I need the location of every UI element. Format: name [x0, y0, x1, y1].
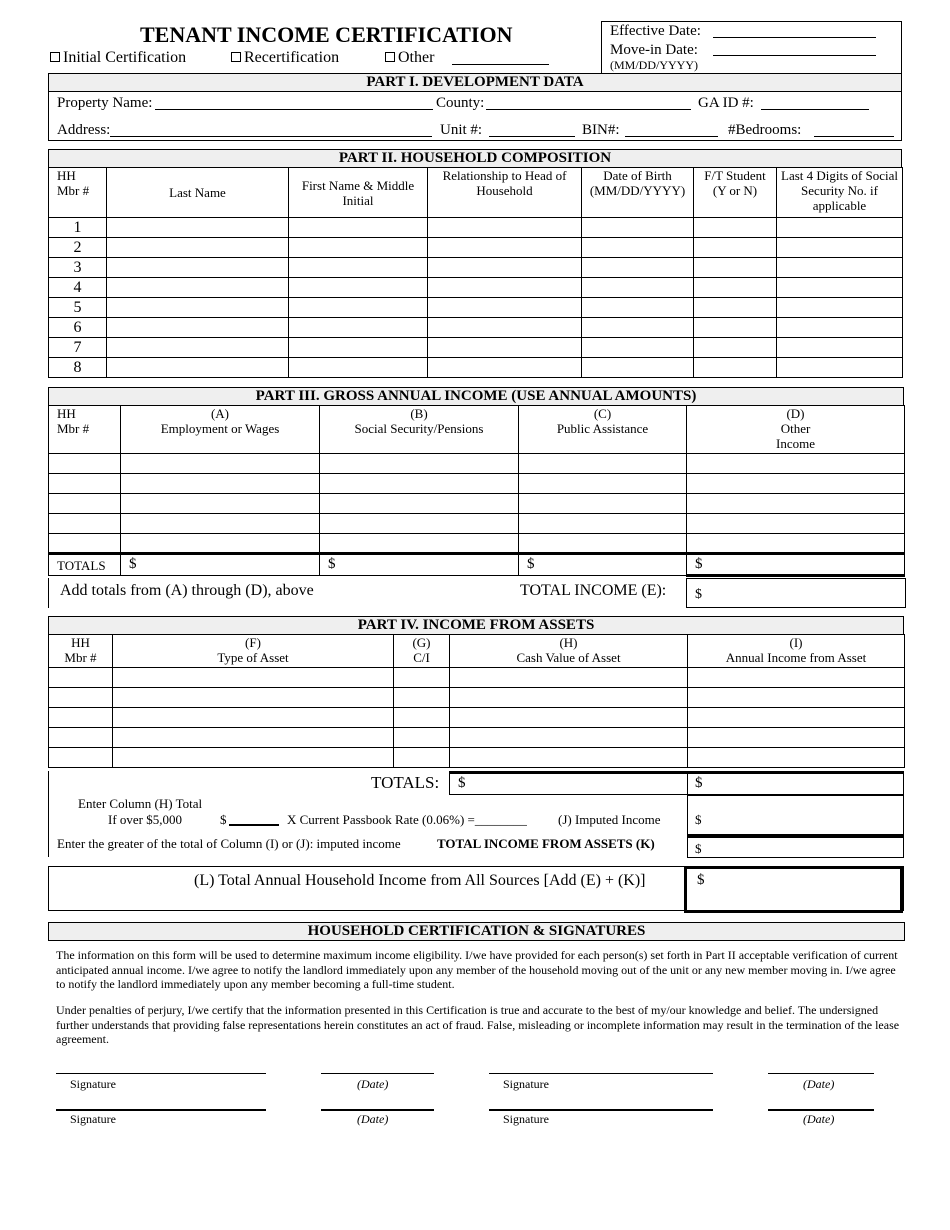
- table-cell[interactable]: [121, 514, 320, 534]
- signature-label: Signature: [70, 1077, 116, 1091]
- passbook-rate-label: X Current Passbook Rate (0.06%) =________: [287, 812, 527, 827]
- row-number: 8: [49, 358, 107, 378]
- bedrooms-label: #Bedrooms:: [728, 122, 802, 138]
- table-row: [49, 748, 905, 768]
- row-number: 1: [49, 218, 107, 238]
- date-format-hint: (MM/DD/YYYY): [610, 58, 698, 72]
- table-cell[interactable]: [289, 278, 428, 298]
- table-row: [49, 238, 903, 258]
- table-cell[interactable]: [687, 494, 905, 514]
- table-cell[interactable]: [49, 494, 121, 514]
- table-cell[interactable]: [428, 238, 582, 258]
- table-cell[interactable]: [113, 728, 394, 748]
- total-h-dollar: $: [458, 775, 466, 791]
- table-cell[interactable]: [49, 708, 113, 728]
- col-cash-value: (H) Cash Value of Asset: [450, 635, 688, 668]
- table-cell[interactable]: [121, 454, 320, 474]
- table-cell[interactable]: [394, 728, 450, 748]
- table-cell[interactable]: [394, 748, 450, 768]
- table-cell[interactable]: [320, 514, 519, 534]
- total-l-label: (L) Total Annual Household Income from All Sources [Add (E) + (K)]: [194, 872, 646, 889]
- table-cell[interactable]: [428, 318, 582, 338]
- table-cell[interactable]: [688, 708, 905, 728]
- col-dob: Date of Birth (MM/DD/YYYY): [582, 168, 694, 218]
- table-cell[interactable]: [450, 708, 688, 728]
- table-row: [49, 728, 905, 748]
- table-cell[interactable]: [519, 494, 687, 514]
- table-cell[interactable]: [289, 258, 428, 278]
- total-h-field[interactable]: [449, 771, 688, 795]
- row-number: 3: [49, 258, 107, 278]
- total-income-label: TOTAL INCOME (E):: [520, 582, 667, 599]
- table-row: [49, 494, 905, 514]
- col-asset-type: (F) Type of Asset: [113, 635, 394, 668]
- table-cell[interactable]: [394, 708, 450, 728]
- property-name-field[interactable]: [155, 109, 433, 110]
- form-title: TENANT INCOME CERTIFICATION: [140, 22, 513, 47]
- table-cell[interactable]: [687, 534, 905, 554]
- table-cell[interactable]: [107, 358, 289, 378]
- col-last-name: Last Name: [107, 168, 289, 218]
- table-cell[interactable]: [107, 318, 289, 338]
- table-cell[interactable]: [113, 668, 394, 688]
- total-b[interactable]: $: [320, 554, 519, 576]
- unit-field[interactable]: [489, 136, 575, 137]
- table-cell[interactable]: [428, 278, 582, 298]
- table-cell[interactable]: [107, 258, 289, 278]
- table-cell[interactable]: [694, 318, 777, 338]
- unit-label: Unit #:: [440, 122, 483, 138]
- cert-type-other[interactable]: Other: [385, 49, 434, 67]
- total-assets-label: TOTAL INCOME FROM ASSETS (K): [437, 836, 655, 851]
- table-row: [49, 688, 905, 708]
- cert-header: HOUSEHOLD CERTIFICATION & SIGNATURES: [307, 923, 646, 939]
- table-cell[interactable]: [687, 474, 905, 494]
- property-name-label: Property Name:: [57, 95, 153, 111]
- col-student: F/T Student (Y or N): [694, 168, 777, 218]
- col-h-dollar: $: [220, 812, 227, 827]
- table-row: [49, 318, 903, 338]
- table-row: [49, 338, 903, 358]
- table-cell[interactable]: [113, 748, 394, 768]
- table-row: [49, 358, 903, 378]
- signature-label: Signature: [503, 1112, 549, 1126]
- col-hh-mbr: HH Mbr #: [49, 635, 113, 668]
- table-cell[interactable]: [777, 258, 903, 278]
- table-row: [49, 668, 905, 688]
- table-cell[interactable]: [289, 358, 428, 378]
- table-cell[interactable]: [582, 358, 694, 378]
- col-employment: (A) Employment or Wages: [121, 406, 320, 454]
- table-cell[interactable]: [289, 298, 428, 318]
- table-cell[interactable]: [688, 748, 905, 768]
- date-line-1[interactable]: [321, 1073, 434, 1074]
- col-public-assistance: (C) Public Assistance: [519, 406, 687, 454]
- imputed-income-label: (J) Imputed Income: [558, 812, 661, 827]
- table-cell[interactable]: [49, 454, 121, 474]
- col-social-security: (B) Social Security/Pensions: [320, 406, 519, 454]
- total-assets-dollar: $: [695, 841, 702, 856]
- table-cell[interactable]: [289, 338, 428, 358]
- table-cell[interactable]: [694, 278, 777, 298]
- table-cell[interactable]: [320, 474, 519, 494]
- table-cell[interactable]: [394, 688, 450, 708]
- other-line[interactable]: [452, 64, 549, 65]
- table-cell[interactable]: [49, 688, 113, 708]
- table-cell[interactable]: [107, 298, 289, 318]
- date-line-4[interactable]: [768, 1109, 874, 1111]
- county-field[interactable]: [486, 109, 691, 110]
- table-cell[interactable]: [107, 218, 289, 238]
- table-cell[interactable]: [428, 218, 582, 238]
- table-cell[interactable]: [450, 688, 688, 708]
- table-cell[interactable]: [113, 688, 394, 708]
- table-cell[interactable]: [289, 238, 428, 258]
- effective-date-field[interactable]: [713, 37, 876, 38]
- table-row: [49, 534, 905, 554]
- effective-date-label: Effective Date:: [610, 23, 701, 39]
- assets-table: [48, 634, 905, 768]
- table-cell[interactable]: [777, 278, 903, 298]
- table-cell[interactable]: [107, 238, 289, 258]
- table-cell[interactable]: [519, 454, 687, 474]
- table-cell[interactable]: [320, 494, 519, 514]
- table-cell[interactable]: [320, 454, 519, 474]
- table-cell[interactable]: [582, 278, 694, 298]
- table-cell[interactable]: [450, 668, 688, 688]
- county-label: County:: [436, 95, 485, 111]
- move-in-date-label: Move-in Date:: [610, 42, 698, 58]
- date-label: (Date): [357, 1077, 389, 1091]
- signature-label: Signature: [70, 1112, 116, 1126]
- asset-totals-label: TOTALS:: [371, 773, 440, 792]
- table-cell[interactable]: [687, 454, 905, 474]
- cert-paragraph-2: Under penalties of perjury, I/we certify that the information presented in this Certification is true and accurate to the best of my/our knowledge and belief. The undersigned further understands that providing false representations herein constitutes an act of fraud. False, misleading or incomplete information may result in the termination of the lease agreement.: [56, 1003, 900, 1046]
- signature-label: Signature: [503, 1077, 549, 1091]
- if-over-label: If over $5,000: [108, 812, 183, 827]
- table-cell[interactable]: [687, 514, 905, 534]
- date-line-2[interactable]: [768, 1073, 874, 1074]
- table-cell[interactable]: [777, 218, 903, 238]
- total-i-field[interactable]: [687, 771, 904, 795]
- table-cell[interactable]: [694, 218, 777, 238]
- table-cell[interactable]: [582, 258, 694, 278]
- table-cell[interactable]: [289, 218, 428, 238]
- income-table: [48, 405, 905, 577]
- date-label: (Date): [357, 1112, 389, 1126]
- table-cell[interactable]: [777, 298, 903, 318]
- table-cell[interactable]: [694, 258, 777, 278]
- col-ci: (G) C/I: [394, 635, 450, 668]
- table-cell[interactable]: [49, 514, 121, 534]
- ga-id-label: GA ID #:: [698, 95, 754, 111]
- table-row: [49, 278, 903, 298]
- table-cell[interactable]: [519, 514, 687, 534]
- household-table: [48, 167, 903, 378]
- part4-left-edge: [48, 771, 49, 857]
- table-cell[interactable]: [450, 728, 688, 748]
- checkbox-icon[interactable]: [231, 52, 241, 62]
- table-cell[interactable]: [107, 338, 289, 358]
- checkbox-icon[interactable]: [385, 52, 395, 62]
- table-cell[interactable]: [688, 728, 905, 748]
- add-totals-note: Add totals from (A) through (D), above: [60, 582, 314, 599]
- bin-field[interactable]: [625, 136, 718, 137]
- table-cell[interactable]: [121, 534, 320, 554]
- date-label: (Date): [803, 1077, 835, 1091]
- cert-paragraph-1: The information on this form will be used to determine maximum income eligibility. I/we have provided for each person(s) set forth in Part II acceptable verification of current anticipated annual income. I/we agree to notify the landlord immediately upon any member of the household moving out of the unit or any new member moving in. I/we agree to notify the landlord immediately upon any member becoming a full-time student.: [56, 948, 898, 991]
- part4-header: PART IV. INCOME FROM ASSETS: [357, 617, 595, 633]
- date-line-3[interactable]: [321, 1109, 434, 1111]
- table-cell[interactable]: [694, 358, 777, 378]
- address-label: Address:: [57, 122, 111, 138]
- part3-header: PART III. GROSS ANNUAL INCOME (USE ANNUAL AMOUNTS): [255, 388, 697, 404]
- row-number: 7: [49, 338, 107, 358]
- table-row: [49, 708, 905, 728]
- table-cell[interactable]: [694, 338, 777, 358]
- table-cell[interactable]: [777, 318, 903, 338]
- table-cell[interactable]: [688, 688, 905, 708]
- table-row: [49, 514, 905, 534]
- table-cell[interactable]: [582, 218, 694, 238]
- table-row: [49, 474, 905, 494]
- table-cell[interactable]: [289, 318, 428, 338]
- table-cell[interactable]: [107, 278, 289, 298]
- signature-line-1[interactable]: [56, 1073, 266, 1074]
- col-relationship: Relationship to Head of Household: [428, 168, 582, 218]
- enter-col-h-label: Enter Column (H) Total: [78, 796, 203, 811]
- table-cell[interactable]: [582, 318, 694, 338]
- totals-label: TOTALS: [49, 554, 121, 576]
- table-row: [49, 258, 903, 278]
- table-cell[interactable]: [394, 668, 450, 688]
- table-cell[interactable]: [582, 298, 694, 318]
- total-a[interactable]: $: [121, 554, 320, 576]
- signature-line-3[interactable]: [56, 1109, 266, 1111]
- col-first-name: First Name & Middle Initial: [289, 168, 428, 218]
- total-assets-field[interactable]: [687, 835, 904, 858]
- row-number: 4: [49, 278, 107, 298]
- part1-header: PART I. DEVELOPMENT DATA: [366, 74, 584, 90]
- total-income-dollar: $: [695, 587, 702, 602]
- cert-type-initial[interactable]: Initial Certification: [50, 49, 186, 67]
- row-number: 2: [49, 238, 107, 258]
- part2-header: PART II. HOUSEHOLD COMPOSITION: [338, 150, 612, 166]
- greater-of-label: Enter the greater of the total of Column (I) or (J): imputed income: [57, 836, 401, 851]
- col-h-amount-field[interactable]: [229, 824, 279, 826]
- signature-line-4[interactable]: [489, 1109, 713, 1111]
- col-hh-mbr: HH Mbr #: [49, 406, 121, 454]
- table-cell[interactable]: [688, 668, 905, 688]
- table-cell[interactable]: [519, 474, 687, 494]
- bin-label: BIN#:: [582, 122, 620, 138]
- table-cell[interactable]: [121, 494, 320, 514]
- table-cell[interactable]: [49, 668, 113, 688]
- total-l-dollar: $: [697, 872, 705, 888]
- date-label: (Date): [803, 1112, 835, 1126]
- total-income-field[interactable]: [686, 578, 906, 608]
- table-row: [49, 454, 905, 474]
- total-l-field[interactable]: [684, 866, 903, 913]
- ga-id-field[interactable]: [761, 109, 869, 110]
- table-cell[interactable]: [777, 358, 903, 378]
- table-cell[interactable]: [428, 338, 582, 358]
- total-d[interactable]: $: [687, 554, 905, 576]
- table-cell[interactable]: [582, 338, 694, 358]
- table-cell[interactable]: [121, 474, 320, 494]
- table-cell[interactable]: [450, 748, 688, 768]
- table-cell[interactable]: [582, 238, 694, 258]
- row-number: 6: [49, 318, 107, 338]
- table-cell[interactable]: [694, 238, 777, 258]
- table-cell[interactable]: [49, 474, 121, 494]
- table-cell[interactable]: [428, 298, 582, 318]
- cert-type-recert[interactable]: Recertification: [231, 49, 339, 67]
- table-row: [49, 298, 903, 318]
- bedrooms-field[interactable]: [814, 136, 894, 137]
- table-cell[interactable]: [428, 258, 582, 278]
- table-cell[interactable]: [428, 358, 582, 378]
- move-in-date-field[interactable]: [713, 55, 876, 56]
- table-cell[interactable]: [49, 748, 113, 768]
- imputed-dollar: $: [695, 812, 702, 827]
- col-other-income: (D) Other Income: [687, 406, 905, 454]
- signature-line-2[interactable]: [489, 1073, 713, 1074]
- table-cell[interactable]: [777, 238, 903, 258]
- table-cell[interactable]: [694, 298, 777, 318]
- col-annual-income: (I) Annual Income from Asset: [688, 635, 905, 668]
- col-ssn: Last 4 Digits of Social Security No. if applicable: [777, 168, 903, 218]
- total-i-dollar: $: [695, 775, 703, 791]
- table-cell[interactable]: [320, 534, 519, 554]
- col-hh-mbr: HH Mbr #: [49, 168, 107, 218]
- table-cell[interactable]: [113, 708, 394, 728]
- total-c[interactable]: $: [519, 554, 687, 576]
- imputed-income-field[interactable]: [687, 795, 904, 835]
- address-field[interactable]: [110, 136, 432, 137]
- table-row: [49, 218, 903, 238]
- table-cell[interactable]: [49, 728, 113, 748]
- table-cell[interactable]: [777, 338, 903, 358]
- part3-left-edge: [48, 578, 49, 608]
- row-number: 5: [49, 298, 107, 318]
- table-cell[interactable]: [49, 534, 121, 554]
- checkbox-icon[interactable]: [50, 52, 60, 62]
- table-cell[interactable]: [519, 534, 687, 554]
